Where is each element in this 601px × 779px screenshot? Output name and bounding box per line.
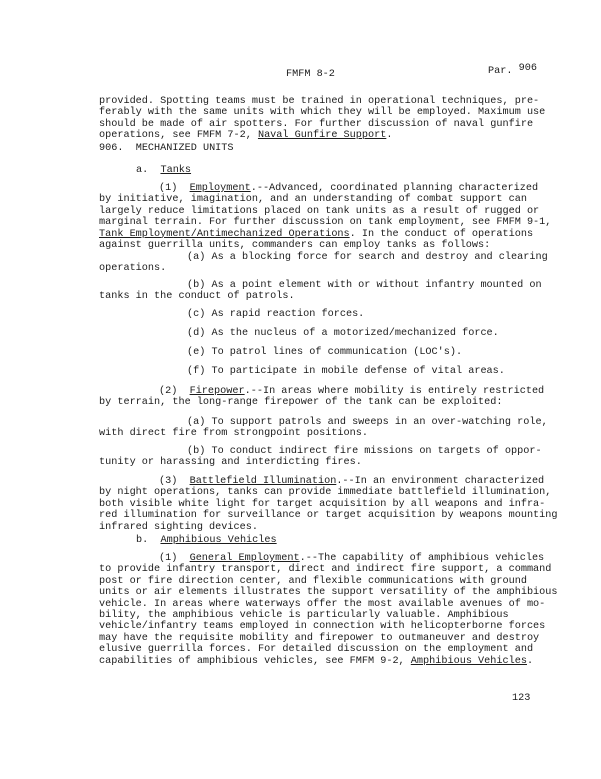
subsection-heading-tanks: a. Tanks <box>136 165 192 176</box>
employment-item-e: (e) To patrol lines of communication (LOC's). <box>187 347 463 358</box>
intro-line: should be made of air spotters. For further discussion of naval gunfire <box>99 118 534 130</box>
par-number: 906 <box>518 63 537 74</box>
page-number: 123 <box>512 693 531 704</box>
running-header-doc-id: FMFM 8-2 <box>286 69 335 80</box>
firepower-item-a: (a) To support patrols and sweeps in an over-watching role, with direct fire from strongpoint positions. <box>99 417 548 440</box>
employment-item-d: (d) As the nucleus of a motorized/mechanized force. <box>187 328 499 339</box>
firepower-heading: Firepower <box>189 386 245 397</box>
intro-line: ferably with the same units with which they will be employed. Maximum use <box>99 107 546 119</box>
general-employment-paragraph: (1) General Employment.--The capability of amphibious vehicles to provide infantry transport, direct and indirect fire support, a command post or fire direction center, and flexible communications with ground units or air elements illustrates the support versatility of the amphibious vehicle. In areas where waterways offer the most available avenues of mo- bility, the amphibious vehicle is particularly valuable. Amphibious vehicle/infantry teams employed in connection with helicopterborne forces may have the requisite mobility and firepower to outmaneuver and destroy elusive guerrilla forces. For detailed discussion on the employment and capabilities of amphibious vehicles, see FMFM 9-2, Amphibious Vehicles. <box>99 553 558 667</box>
amphibious-vehicles-reference: Amphibious Vehicles <box>410 655 527 667</box>
section-heading: 906. MECHANIZED UNITS <box>99 143 234 154</box>
firepower-paragraph: (2) Firepower.--In areas where mobility is entirely restricted by terrain, the long-range firepower of the tank can be exploited: <box>99 386 545 409</box>
par-label: Par. <box>488 66 513 77</box>
employment-item-f: (f) To participate in mobile defense of vital areas. <box>187 366 505 377</box>
general-employment-heading: General Employment <box>189 553 300 564</box>
employment-heading: Employment <box>189 183 251 194</box>
running-header-paragraph <box>488 63 537 77</box>
illumination-paragraph: (3) Battlefield Illumination.--In an environment characterized by night operations, tanks can provide immediate battlefield illumination, both visible white light for target acquisition by all weapons and infra- red illumination for surveillance or target acquisition by weapons mounting infrared sighting devices. <box>99 476 558 533</box>
employment-item-a: (a) As a blocking force for search and destroy and clearing operations. <box>99 252 548 275</box>
intro-line: provided. Spotting teams must be trained in operational techniques, pre- <box>99 96 540 107</box>
illumination-heading: Battlefield Illumination <box>189 476 337 487</box>
intro-line: operations, see FMFM 7-2, Naval Gunfire Support. <box>99 130 393 142</box>
intro-paragraph <box>99 96 546 142</box>
subsection-heading-amphibious: b. Amphibious Vehicles <box>136 535 277 546</box>
employment-item-c: (c) As rapid reaction forces. <box>187 309 365 320</box>
naval-gunfire-support-reference: Naval Gunfire Support <box>257 130 387 142</box>
tank-employment-reference: Tank Employment/Antimechanized Operations <box>99 228 350 240</box>
firepower-item-b: (b) To conduct indirect fire missions on targets of oppor- tunity or harassing and interdicting fires. <box>99 446 542 469</box>
employment-item-b: (b) As a point element with or without infantry mounted on tanks in the conduct of patrols. <box>99 280 542 303</box>
employment-paragraph: (1) Employment.--Advanced, coordinated planning characterized by initiative, imagination, and an understanding of combat support can largely reduce limitations placed on tank units as a result of rugged or marginal terrain. For further discussion on tank employment, see FMFM 9-1, Tank Employment/Antimechanized Operations. In the conduct of operations against guerrilla units, commanders can employ tanks as follows: <box>99 183 552 252</box>
